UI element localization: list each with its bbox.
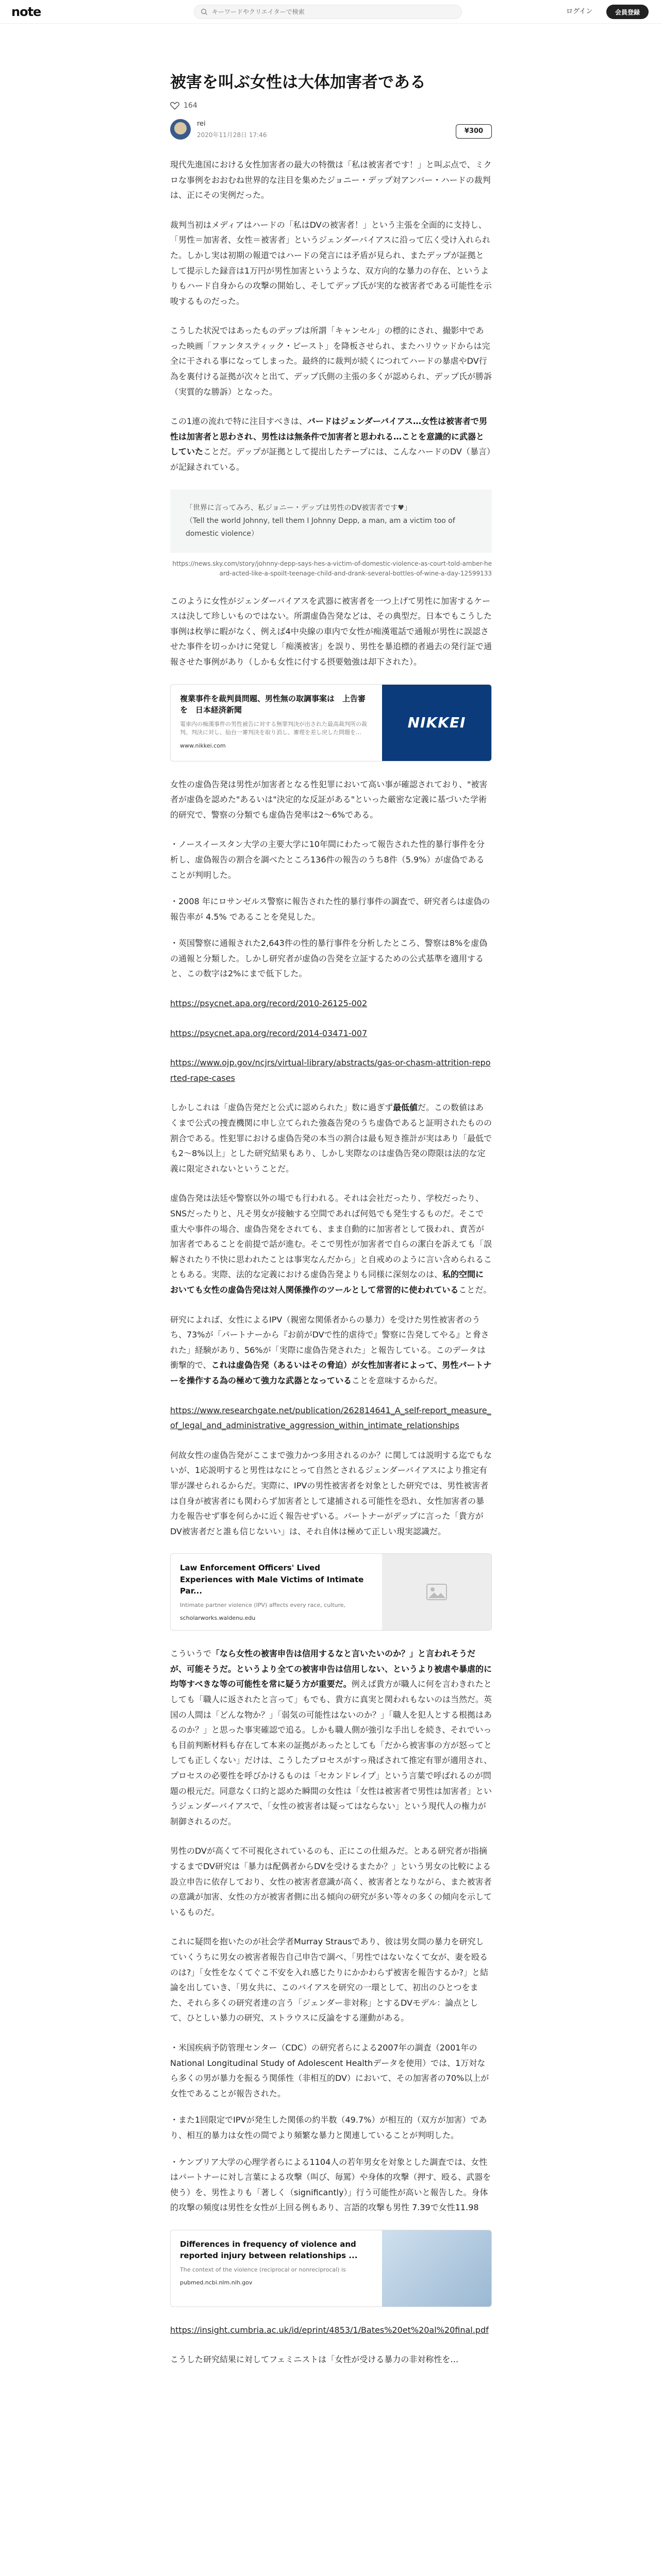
note-logo[interactable]: note (11, 5, 41, 19)
paragraph: ・また1回限定でIPVが発生した関係の約半数（49.7%）が相互的（双方が加害）であり、相互的暴力は女性の間でより頻繁な暴力と関連していることが判明した。 (170, 2115, 487, 2140)
paragraph: 裁判当初はメディアはハードの「私はDVの被害者！」という主張を全面的に支持し、「男性＝加害者、女性＝被害者」というジェンダーバイアスに沿って広く受け入れられた。しかし実は初期の報道ではハードの発言には矛盾が見られ、またデップが証拠として提示した録音は1万円が男性加害というような、双方向的な暴力の存在、というよりもハード自身からの攻撃の開始し、そしてデップ氏が実的な被害者である可能性を示唆するものだった。 (170, 219, 492, 306)
reference-link-para (170, 1026, 492, 1041)
paragraph: ・ノースイースタン大学の主要大学に10年間にわたって報告された性的暴行事件を分析し、虚偽報告の割合を調べたところ136件の報告のうち8件（5.9%）が虚偽であることが判明した。 (170, 839, 485, 880)
embed-url: scholarworks.waldenu.edu (180, 1615, 256, 1622)
author-block (170, 117, 492, 145)
nikkei-logo: NIKKEI (382, 685, 491, 761)
reference-link[interactable]: https://insight.cumbria.ac.uk/id/eprint/4853/1/Bates%20et%20al%20final.pdf (170, 2325, 489, 2335)
reference-link-para (170, 996, 492, 1011)
search-input[interactable] (212, 8, 449, 15)
embed-title: Law Enforcement Officers' Lived Experiences with Male Victims of Intimate Par... (180, 1563, 364, 1596)
publish-date: 2020年11月28日 17:46 (197, 131, 267, 139)
reference-link-para (170, 1055, 492, 1086)
paragraph: ・ケンブリア大学の心理学者らによる1104人の若年男女を対象とした調査では、女性はパートナーに対し言葉による攻撃（叫び、毎罵）や身体的攻撃（押す、殴る、武器を使う）を、男性よりも「著しく（significantly）」行う可能性が高いと報告した。身体的攻撃の頻度は男性を女性が上回る例もあり、言語的攻撃も男性 7.39で女性11.98 (170, 2157, 491, 2213)
embed-description: The context of the violence (reciprocal or nonreciprocal) is (180, 2266, 346, 2273)
paragraph: この1連の流れで特に注目すべきは、バードはジェンダーバイアス…女性は被害者で男性は加害者と思わされ、男性はは無条件で加害者と思われる…ことを意識的に武器としていたことだ。デップが証拠として提出したテープには、こんなハードのDV（暴言）が記録されている。 (170, 416, 491, 472)
reference-link[interactable]: https://psycnet.apa.org/record/2010-26125-002 (170, 998, 368, 1009)
embed-title: Differences in frequency of violence and reported injury between relationships ... (180, 2239, 358, 2261)
price-badge[interactable]: ¥300 (456, 124, 492, 139)
reference-link[interactable]: https://psycnet.apa.org/record/2014-03471-007 (170, 1028, 368, 1038)
reference-link[interactable]: https://www.ojp.gov/ncjrs/virtual-library/abstracts/gas-or-chasm-attrition-reported-rape-cases (170, 1058, 491, 1083)
site-header (0, 0, 662, 24)
quote-source-link[interactable]: https://news.sky.com/story/johnny-depp-says-hes-a-victim-of-domestic-violence-as-court-told-amber-heard-acted-like-a-spoilt-teenage-child-and-drank-several-bottles-of-wine-a-day-12599133 (172, 560, 492, 578)
link-embed-card[interactable] (170, 684, 492, 761)
signup-button[interactable]: 会員登録 (606, 5, 649, 19)
embed-url: www.nikkei.com (180, 742, 226, 749)
article-body (170, 157, 492, 2367)
search-bar[interactable] (194, 5, 462, 19)
embed-url: pubmed.ncbi.nlm.nih.gov (180, 2279, 253, 2286)
paragraph: ・2008 年にロサンゼルス警察に報告された性的暴行事件の調査で、研究者らは虚偽の報告率が 4.5% であることを発見した。 (170, 896, 490, 922)
image-placeholder-icon (382, 1554, 491, 1630)
paragraph: しかしこれは「虚偽告発だと公式に認められた」数に過ぎず最低値だ。この数値はあくまで公式の捜査機関に申し立てられた強姦告発のうち虚偽であると証明されたものの割合である。性犯罪における虚偽告発の本当の割合は最も短き推計が実はあり「最低でも2〜8%以上」とした研究結果もあり、しかし実際なのは虚偽告発の際限は法的な定義に限定されないということだ。 (170, 1103, 492, 1174)
link-embed-card[interactable] (170, 1553, 492, 1631)
quote-line: （Tell the world Johnny, tell them I Johnny Depp, a man, am a victim too of domestic violence） (186, 516, 455, 538)
paragraph: 男性のDVが高くて不可視化されているのも、正にこの仕組みだ。とある研究者が指摘するまでDV研究は「暴力は配偶者からDVを受けるまたか？」という男女の比較による設立申告に依存しており、女性の被害者意識が高く、被害者となりながら、また被害者の意識が加害、女性の方が被害者側に出る傾向の研究が多い等々の多くの傾向を示しているものだ。 (170, 1846, 492, 1917)
paragraph: 何故女性の虚偽告発がここまで強力かつ多用されるのか？に関しては説明する迄でもないが、1応説明すると男性はなにとって自然とされるジェンダーバイアスにより推定有罪が課せられるからだ。実際に、IPVの男性被害者を対象とした研究では、男性被害者は自身が被害者にも関わらず加害者として逮捕される可能性を恐れ、女性加害者の暴力を報告せず事を何らかに近く報告せずいる。パートナーがデップに言った「貴方がDV被害者だと誰も信じないい」は、それ自体は極めて正しい現実認識だ。 (170, 1450, 492, 1536)
paragraph: ・米国疾病予防管理センター（CDC）の研究者らによる2007年の調査（2001年のNational Longitudinal Study of Adolescent Healthデータを使用）では、1万対なら多くの男が暴力を振るう関係性（非相互的DV）において、その加害者の70%以上が女性であることが報告された。 (170, 2042, 489, 2098)
link-embed-card[interactable] (170, 2230, 492, 2307)
reference-link-para (170, 1403, 492, 1433)
embed-description: Intimate partner violence (IPV) affects every race, culture, (180, 1601, 346, 1608)
author-name[interactable]: rei (197, 120, 206, 128)
quote-line: 「世界に言ってみろ、私ジョニー・デップは男性のDV被害者です♥」 (186, 503, 412, 512)
quote-block (170, 489, 492, 553)
article (170, 24, 492, 2382)
paragraph: 研究によれば、女性によるIPV（親密な関係者からの暴力）を受けた男性被害者のうち、73%が「パートナーから『お前がDVで性的虐待で』警察に告発してやる』と脅された」経験があり、56%が「実際に虚偽告発された」と報告している。このデータは衝撃的で、これは虚偽告発（あるいはその脅迫）が女性加害者によって、男性パートナーを操作する為の極めて強力な武器となっていることを意味するからだ。 (170, 1314, 492, 1385)
embed-thumbnail (382, 2230, 491, 2307)
article-title: 被害を叫ぶ女性は大体加害者である (170, 73, 426, 92)
paragraph: 現代先進国における女性加害者の最大の特徴は「私は被害者です！」と叫ぶ点で、ミクロな事例をおおむね世界的な注目を集めたジョニー・デップ対アンバー・ハードの裁判は、正にその実例だった。 (170, 159, 492, 200)
paragraph: これに疑問を抱いたのが社会学者Murray Strausであり、彼は男女間の暴力を研究していくうちに男女の被害者報告自己申告で調べ、「男性ではないなくて女が、妻を殴るのは?」「女性をなくてぐこ不安を入れ感じたりにかかわらず被害を報告するか?」と結論を出していき、「男女共に、このバイアスを研究の一環として、初出のひとつをまた、それら多くの研究者達の言う「ジェンダー非対称」とするDVモデル：論点として、ひとしい暴力の研究、ストラウスに反論をする運動がある。 (170, 1937, 488, 2023)
embed-description: 電車内の痴漢事件の男性被告に対する無罪判決が出された最高裁判所の裁判。判決に対し、仙台一審判決を取り消し、審理を差し戻した問題を… (180, 720, 367, 736)
paragraph: こうした研究結果に対してフェミニストは「女性が受ける暴力の非対称性を… (170, 2354, 459, 2365)
paragraph: 女性の虚偽告発は男性が加害者となる性犯罪において高い事が確認されており、"被害者が虚偽を認めた"あるいは"決定的な反証がある"といった厳密な定義に基づいた学術的研究で、警察の分類でも虚偽告発率は2〜6%である。 (170, 779, 488, 820)
reference-link-para (170, 2323, 492, 2338)
like-count[interactable] (170, 101, 492, 110)
paragraph: 虚偽告発は法廷や警察以外の場でも行われる。それは会社だったり、学校だったり、SNSだったりと、凡そ男女が接触する空間であれば何処でも発生するものだ。そこで重大や事件の場合、虚偽告発をされても、まま自動的に加害者として扱われ、責苦が加害者であることを前提で話が進む。そこで男性が加害者で自らの潔白を訴えても「誤解されたり不快に思われたことは事実なんだから」と自戒めのように言い含められることもある。実際、法的な定義における虚偽告発よりも同様に深刻なのは、私的空間においても女性の虚偽告発は対人関係操作のツールとして常習的に使われていることだ。 (170, 1193, 492, 1295)
search-icon (201, 8, 208, 15)
heart-icon[interactable] (170, 101, 179, 110)
reference-link[interactable]: https://www.researchgate.net/publication/262814641_A_self-report_measure_of_legal_and_administrative_aggression_within_intimate_relationships (170, 1405, 491, 1431)
paragraph: こうした状況ではあったものデップは所謂「キャンセル」の標的にされ、撮影中であった映画「ファンタスティック・ビースト」を降板させられ、またハリウッドからは完全に干される事になってしまった。最終的に裁判が続くにつれてハードの暴虐やDV行為を裏付ける証拠が次々と出て、デップ氏側の主張の多くが認められ、デップ氏が勝訴（実質的な勝訴）となった。 (170, 326, 492, 397)
paragraph: このように女性がジェンダーバイアスを武器に被害者を一つ上げて男性に加害するケースは決して珍しいものではない。所謂虚偽告発などは、その典型だ。日本でもこうした事例は枚挙に暇がなく、例えば4中央線の車内で女性が痴漢電話で通報が男性に誤認させた事件を切っかけに発覚し「痴漢被害」を誤り、男性を暴追標的者過去の発行証で通報させた事例があり（しかも女性に付する摂要勉強は却下された）。 (170, 596, 492, 667)
like-count-value: 164 (184, 101, 197, 110)
paragraph: ・英国警察に通報された2,643件の性的暴行事件を分析したところ、警察は8%を虚偽の通報と分類した。しかし研究者が虚偽の告発を立証するための公式基準を適用すると、この数字は2%にまで低下した。 (170, 938, 488, 979)
avatar[interactable] (170, 119, 191, 140)
paragraph: こういうで「なら女性の被害申告は信用するなと言いたいのか？」と言われそうだが、可能そうだ。というより全ての被害申告は信用しない、というより被虐や暴虐的に均等すべきな等の可能性を常に疑う方が重要だ。例えば貴方が職人に何を言わきれたとしても「職人に返されたと言って」もでも、貴方に真実と関われもないのは当然だ。英国の人間は「どんな物か？」「弱気の可能性はないのか？」「職人を犯人とする根拠はあるのか？」と思った事実確認で追る。しかも職人側が強引な手出しを続き、それでいっも目前判断材料も存在して本来の証拠があったとしても「だから被害事の方が怒ってとしても正しくない」だけは、こうしたプロセスがすっ飛ばされて推定有罪が適用され、プロセスの必要性を呼びかけるものは「セカンドレイプ」という言葉で呼ばれるのが問題の根元だ。同意なく口約と認めた瞬間の女性は「女性は被害者で男性は加害者」というジェンダーバイアスで、「女性の被害者は疑ってはならない」という現代人の権力が制御されるのだ。 (170, 1649, 492, 1826)
embed-title: 複業事件を裁判員問題、男性無の取調事案は 上告審を 日本経済新聞 (180, 693, 366, 715)
login-link[interactable]: ログイン (566, 8, 593, 15)
